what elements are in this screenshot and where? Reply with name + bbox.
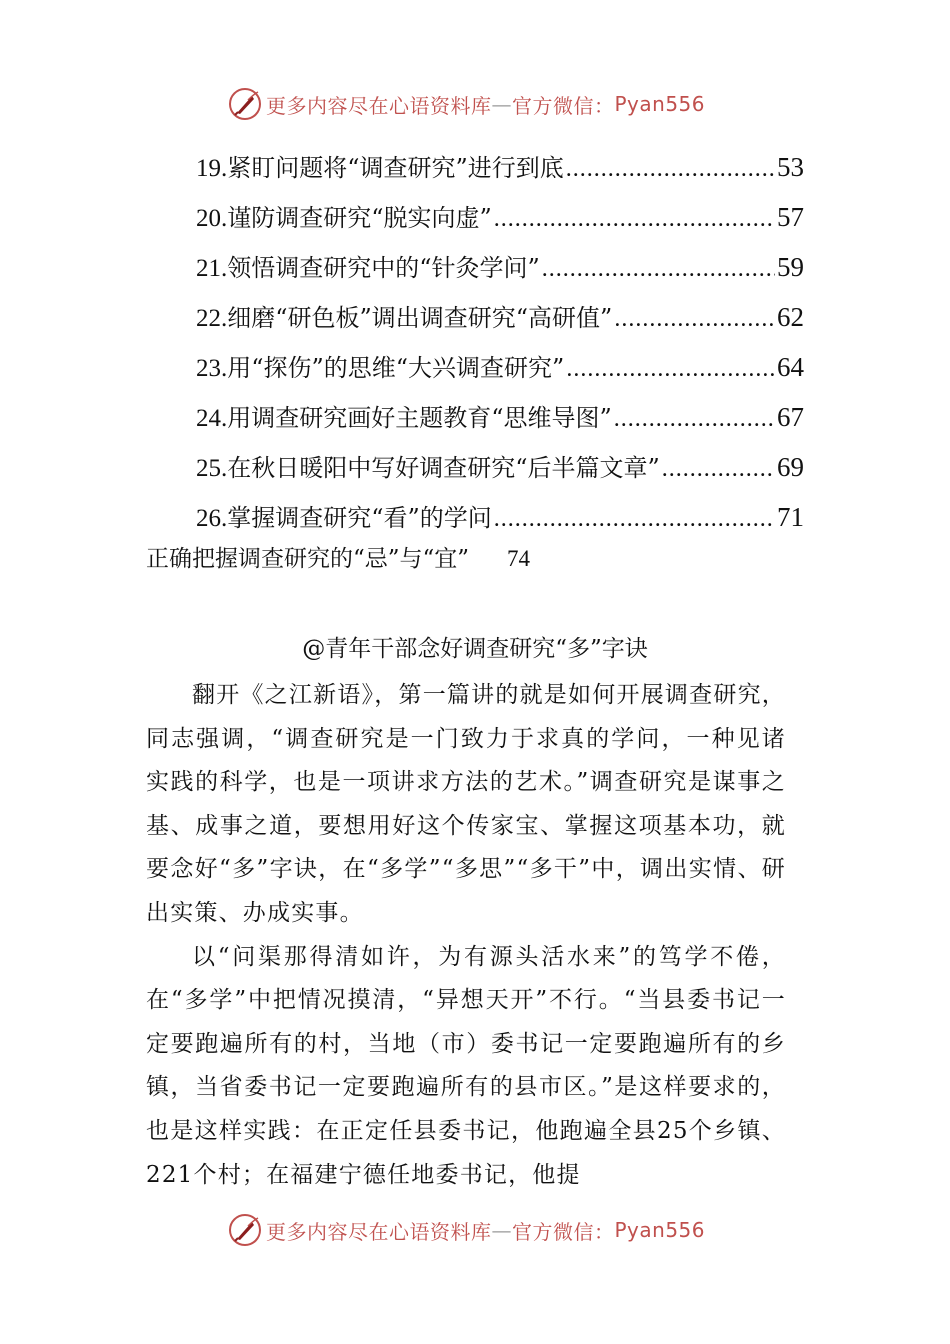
toc-leader — [614, 406, 775, 433]
banner-dash: — — [491, 1218, 512, 1242]
toc-number: 21. — [196, 255, 228, 282]
toc-title: 领悟调查研究中的“针灸学问” — [227, 254, 540, 282]
toc-leader — [566, 356, 775, 383]
toc-entry[interactable] — [196, 198, 804, 248]
banner-wechat-label: 官方微信： — [512, 93, 615, 118]
toc-page: 62 — [777, 302, 804, 332]
toc-page: 59 — [777, 252, 804, 282]
toc-entry[interactable] — [196, 398, 804, 448]
banner-wechat-label: 官方微信： — [512, 1219, 615, 1244]
table-of-contents — [196, 148, 804, 548]
toc-entry[interactable] — [196, 348, 804, 398]
toc-title: 用“探伤”的思维“大兴调查研究” — [227, 354, 565, 382]
banner-dash: — — [491, 92, 512, 116]
toc-number: 22. — [196, 305, 228, 332]
toc-title: 在秋日暖阳中写好调查研究“后半篇文章” — [227, 454, 660, 482]
toc-number: 25. — [196, 455, 228, 482]
paragraph: 以“问渠那得清如许，为有源头活水来”的笃学不倦，在“多学”中把情况摸清，“异想天开”不行。“当县委书记一定要跑遍所有的村，当地（市）委书记一定要跑遍所有的乡镇，当省委书记一定要跑遍所有的县市区。”是这样要求的，也是这样实践：在正定任县委书记，他跑遍全县25个乡镇、221个村；在福建宁德任地委书记，他提 — [146, 943, 786, 1188]
banner-account: Pyan556 — [614, 1218, 706, 1242]
paragraph: 翻开《之江新语》，第一篇讲的就是如何开展调查研究，同志强调，“调查研究是一门致力于求真的学问，一种见诸实践的科学，也是一项讲求方法的艺术。”调查研究是谋事之基、成事之道，要想用好这个传家宝、掌握这项基本功，就要念好“多”字诀，在“多学”“多思”“多干”中，调出实情、研出实策、办成实事。 — [146, 682, 786, 926]
banner-text: 更多内容尽在心语资料库 — [266, 1219, 492, 1244]
toc-leader — [566, 156, 775, 183]
toc-title: 细磨“研色板”调出调查研究“高研值” — [227, 304, 613, 332]
toc-page: 69 — [777, 452, 804, 482]
article-body — [146, 674, 786, 1197]
toc-extra-title: 正确把握调查研究的“忌”与“宜” — [146, 546, 470, 572]
toc-number: 19. — [196, 155, 228, 182]
toc-entry[interactable] — [196, 448, 804, 498]
toc-number: 24. — [196, 405, 228, 432]
toc-leader — [494, 506, 775, 533]
toc-leader — [614, 306, 775, 333]
toc-entry[interactable] — [196, 298, 804, 348]
header-banner — [228, 84, 748, 124]
banner-account: Pyan556 — [614, 92, 706, 116]
toc-extra-entry[interactable] — [146, 540, 530, 573]
toc-leader — [494, 206, 775, 233]
toc-title: 掌握调查研究“看”的学问 — [227, 504, 492, 532]
toc-page: 53 — [777, 152, 804, 182]
toc-number: 20. — [196, 205, 228, 232]
toc-page: 67 — [777, 402, 804, 432]
banner-text: 更多内容尽在心语资料库 — [266, 93, 492, 118]
toc-leader — [542, 256, 775, 283]
toc-page: 57 — [777, 202, 804, 232]
footer-banner — [228, 1210, 748, 1250]
quill-logo-icon — [228, 87, 262, 121]
toc-page: 64 — [777, 352, 804, 382]
toc-title: 谨防调查研究“脱实向虚” — [227, 204, 492, 232]
article-title: @青年干部念好调查研究“多”字诀 — [302, 636, 648, 662]
toc-page: 71 — [777, 502, 804, 532]
toc-title: 紧盯问题将“调查研究”进行到底 — [227, 154, 564, 182]
toc-entry[interactable] — [196, 248, 804, 298]
toc-entry[interactable] — [196, 148, 804, 198]
toc-title: 用调查研究画好主题教育“思维导图” — [227, 404, 612, 432]
toc-number: 26. — [196, 505, 228, 532]
quill-logo-icon — [228, 1213, 262, 1247]
toc-number: 23. — [196, 355, 228, 382]
toc-leader — [662, 456, 775, 483]
toc-extra-page: 74 — [507, 546, 531, 571]
